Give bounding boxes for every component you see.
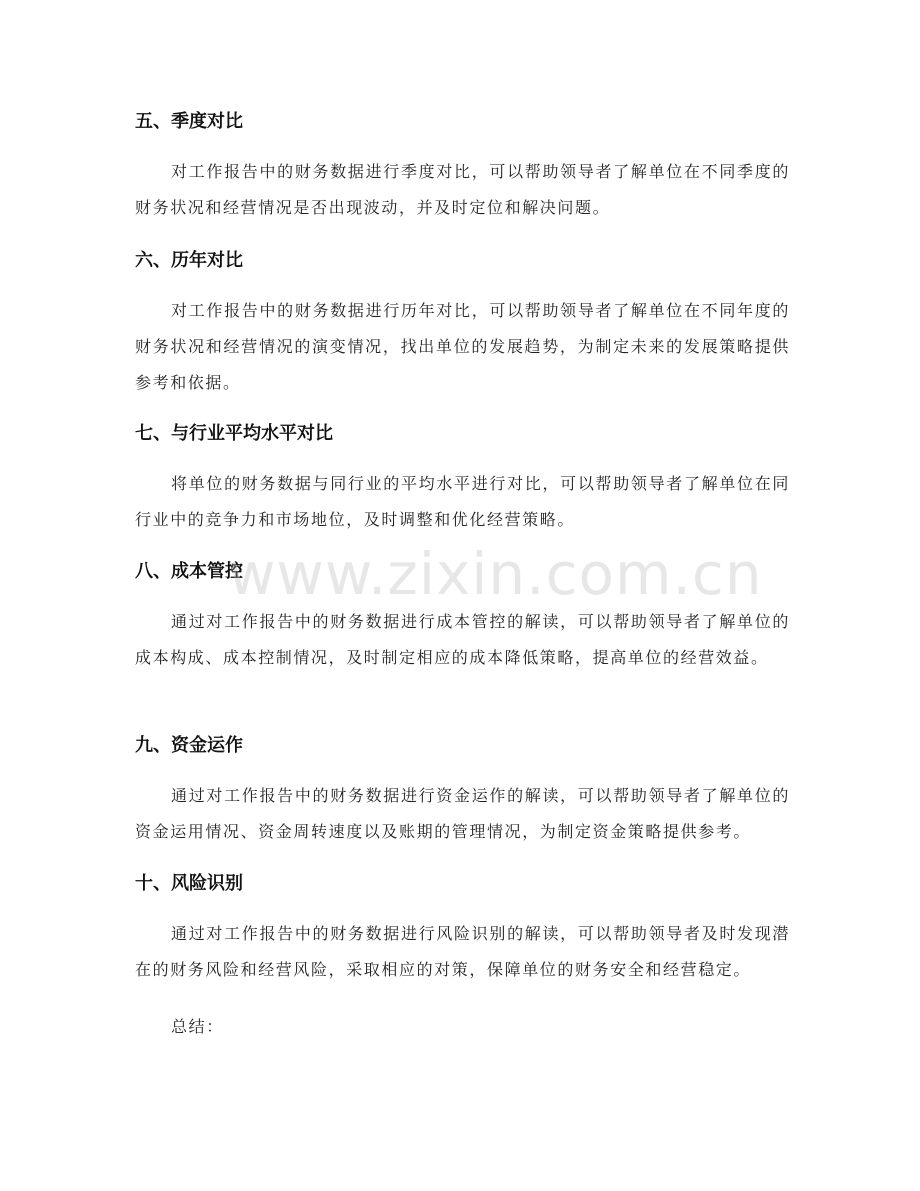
section-heading-cost: 八、成本管控 (135, 561, 243, 582)
watermark: www.zixin.com.cn (228, 540, 763, 608)
section-body-yearly: 对工作报告中的财务数据进行历年对比，可以帮助领导者了解单位在不同年度的财务状况和经营情况的演变情况，找出单位的发展趋势，为制定未来的发展策略提供参考和依据。 (135, 301, 790, 392)
section-heading-quarterly: 五、季度对比 (135, 111, 243, 132)
section-body-capital: 通过对工作报告中的财务数据进行资金运作的解读，可以帮助领导者了解单位的资金运用情况、资金周转速度以及账期的管理情况，为制定资金策略提供参考。 (135, 786, 790, 841)
section-body-industry: 将单位的财务数据与同行业的平均水平进行对比，可以帮助领导者了解单位在同行业中的竞争力和市场地位，及时调整和优化经营策略。 (135, 474, 790, 529)
section-body-risk: 通过对工作报告中的财务数据进行风险识别的解读，可以帮助领导者及时发现潜在的财务风险和经营风险，采取相应的对策，保障单位的财务安全和经营稳定。 (135, 924, 790, 979)
section-heading-industry: 七、与行业平均水平对比 (135, 423, 333, 444)
section-heading-capital: 九、资金运作 (135, 735, 243, 756)
section-body-quarterly: 对工作报告中的财务数据进行季度对比，可以帮助领导者了解单位在不同季度的财务状况和经营情况是否出现波动，并及时定位和解决问题。 (135, 162, 790, 217)
section-body-cost: 通过对工作报告中的财务数据进行成本管控的解读，可以帮助领导者了解单位的成本构成、成本控制情况，及时制定相应的成本降低策略，提高单位的经营效益。 (135, 612, 790, 667)
section-heading-yearly: 六、历年对比 (135, 250, 243, 271)
summary-label: 总结： (171, 1017, 224, 1036)
section-heading-risk: 十、风险识别 (135, 873, 243, 894)
